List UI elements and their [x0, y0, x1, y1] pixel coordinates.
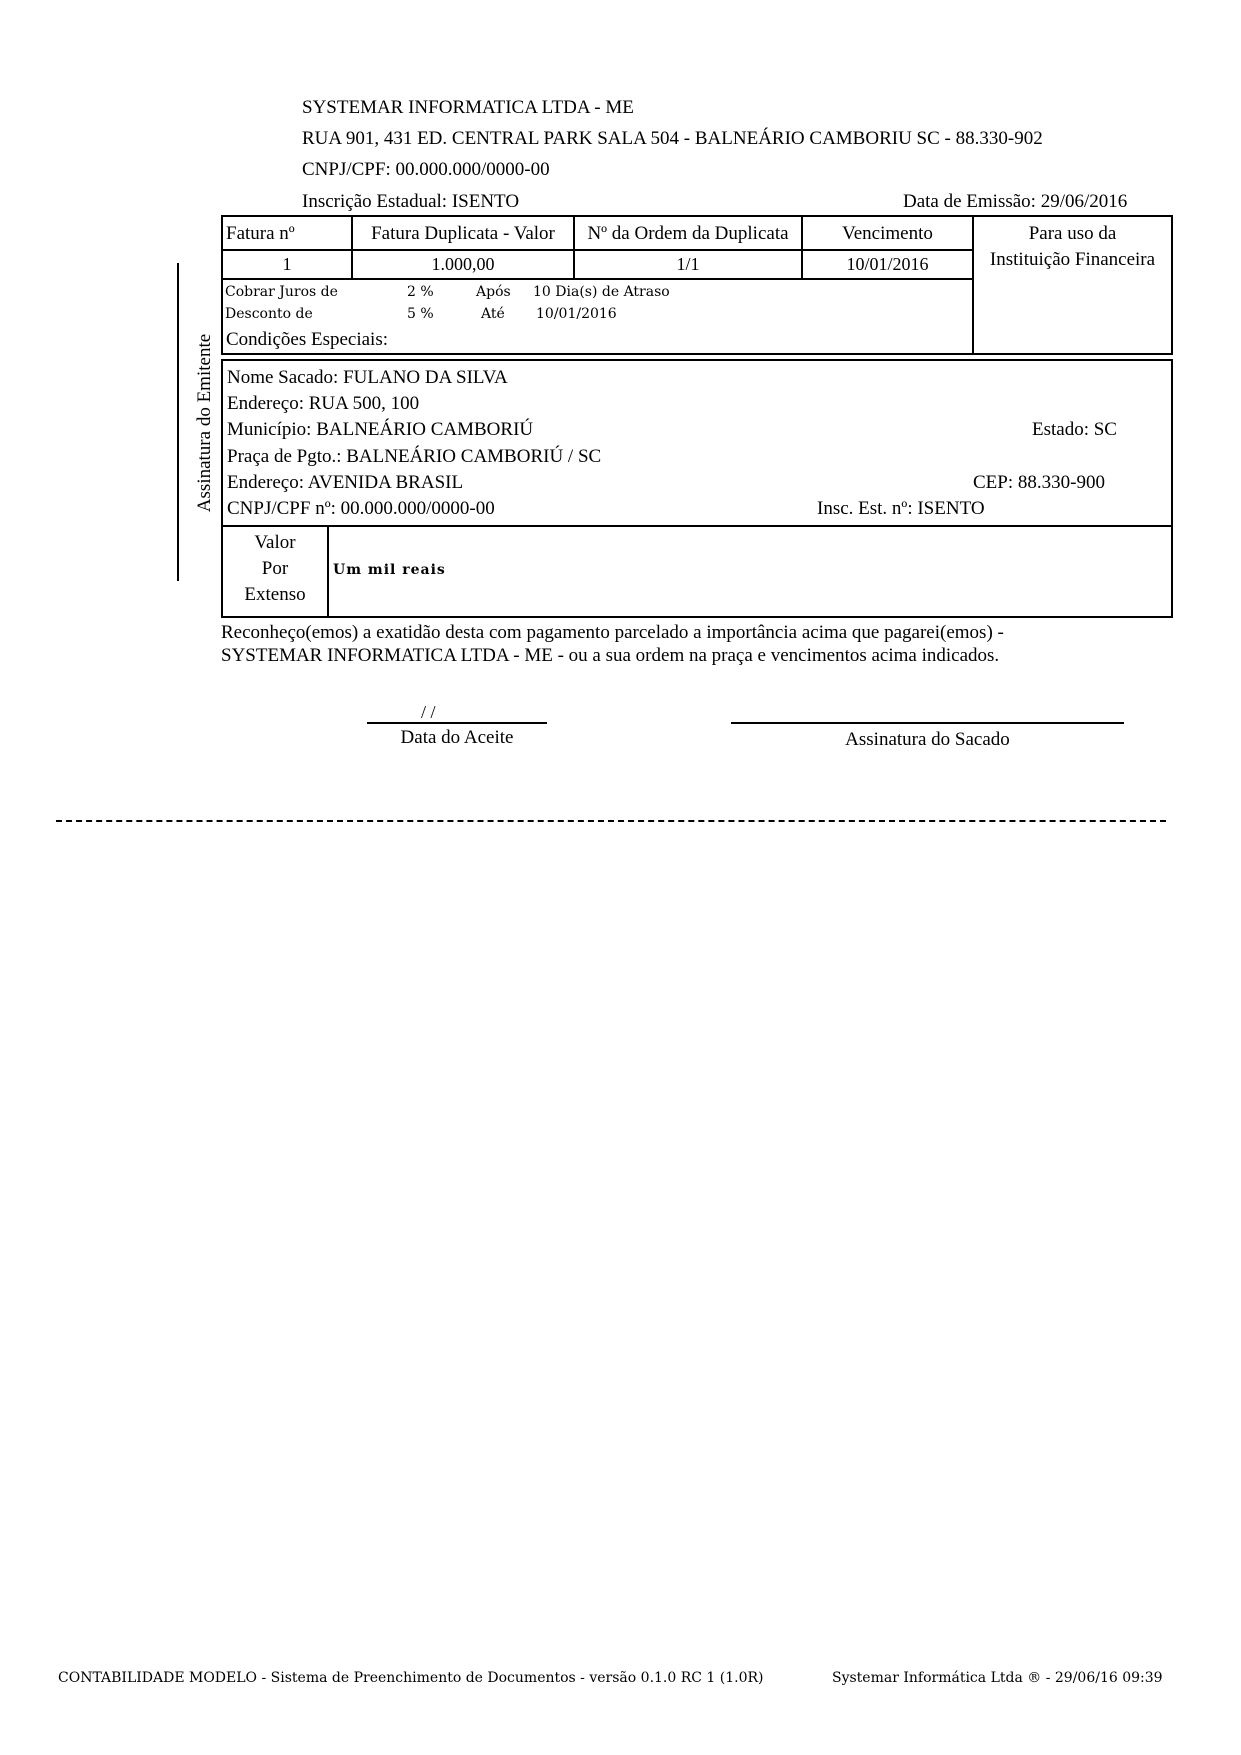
issuer-name: SYSTEMAR INFORMATICA LTDA - ME	[302, 97, 634, 118]
after-value: 10 Dia(s) de Atraso	[533, 284, 670, 300]
drawee-signature-line	[731, 722, 1124, 724]
discount-pct: 5 %	[407, 306, 434, 322]
amount-words-label-3: Extenso	[244, 584, 306, 605]
issuer-ie: Inscrição Estadual: ISENTO	[302, 191, 520, 212]
value-order-number: 1/1	[676, 254, 700, 274]
issuer-cnpj: CNPJ/CPF: 00.000.000/0000-00	[302, 159, 550, 180]
amount-words-label-1: Valor	[254, 532, 296, 553]
footer-system-info: CONTABILIDADE MODELO - Sistema de Preenchimento de Documentos - versão 0.1.0 RC 1 (1.0R)	[58, 1670, 764, 1686]
header-invoice-number: Fatura nº	[226, 223, 295, 244]
special-conditions-label: Condições Especiais:	[226, 329, 388, 350]
header-order-number: Nº da Ordem da Duplicata	[587, 223, 789, 244]
sacado-state: Estado: SC	[1032, 419, 1117, 440]
drawee-signature-label: Assinatura do Sacado	[845, 729, 1010, 750]
sacado-address2: Endereço: AVENIDA BRASIL	[227, 472, 464, 493]
sacado-address: Endereço: RUA 500, 100	[227, 393, 420, 414]
table-values-rule	[221, 278, 973, 280]
footer-company-timestamp: Systemar Informática Ltda ® - 29/06/16 09:39	[832, 1670, 1163, 1686]
table-header-rule	[221, 249, 973, 251]
amount-words-value: Um mil reais	[333, 562, 446, 578]
sacado-ie: Insc. Est. nº: ISENTO	[817, 498, 985, 519]
issue-date: Data de Emissão: 29/06/2016	[903, 191, 1128, 212]
sacado-cnpj: CNPJ/CPF nº: 00.000.000/0000-00	[227, 498, 495, 519]
cut-line	[56, 820, 1166, 822]
emitter-signature-label: Assinatura do Emitente	[194, 333, 215, 513]
header-value: Fatura Duplicata - Valor	[371, 223, 555, 244]
value-due-date: 10/01/2016	[846, 254, 929, 274]
header-due-date: Vencimento	[842, 223, 933, 244]
sacado-name: Nome Sacado: FULANO DA SILVA	[227, 367, 508, 388]
sacado-cep: CEP: 88.330-900	[973, 472, 1105, 493]
issuer-address: RUA 901, 431 ED. CENTRAL PARK SALA 504 - BALNEÁRIO CAMBORIU SC - 88.330-902	[302, 128, 1043, 149]
sacado-bottom-rule	[221, 525, 1173, 527]
amount-words-divider	[327, 525, 329, 618]
value-amount: 1.000,00	[431, 254, 495, 274]
interest-pct: 2 %	[407, 284, 434, 300]
sacado-payment-place: Praça de Pgto.: BALNEÁRIO CAMBORIÚ / SC	[227, 446, 602, 467]
acknowledgement-line1: Reconheço(emos) a exatidão desta com pagamento parcelado a importância acima que pagarei(emos) -	[221, 622, 1004, 643]
amount-words-label-2: Por	[261, 558, 289, 579]
acknowledgement-line2: SYSTEMAR INFORMATICA LTDA - ME - ou a sua ordem na praça e vencimentos acima indicados.	[221, 645, 1000, 666]
acceptance-date-label: Data do Aceite	[400, 727, 514, 748]
acceptance-date-line	[367, 722, 547, 724]
value-invoice-number: 1	[282, 254, 292, 274]
sacado-city: Município: BALNEÁRIO CAMBORIÚ	[227, 419, 534, 440]
acceptance-date-slashes: / /	[421, 702, 436, 722]
discount-label: Desconto de	[225, 306, 313, 322]
until-label: Até	[481, 306, 505, 322]
bank-use-line2: Instituição Financeira	[989, 249, 1156, 270]
until-value: 10/01/2016	[536, 306, 617, 322]
bank-use-line1: Para uso da	[1028, 223, 1117, 244]
interest-label: Cobrar Juros de	[225, 284, 338, 300]
after-label: Após	[476, 284, 511, 300]
emitter-signature-line	[177, 263, 179, 581]
